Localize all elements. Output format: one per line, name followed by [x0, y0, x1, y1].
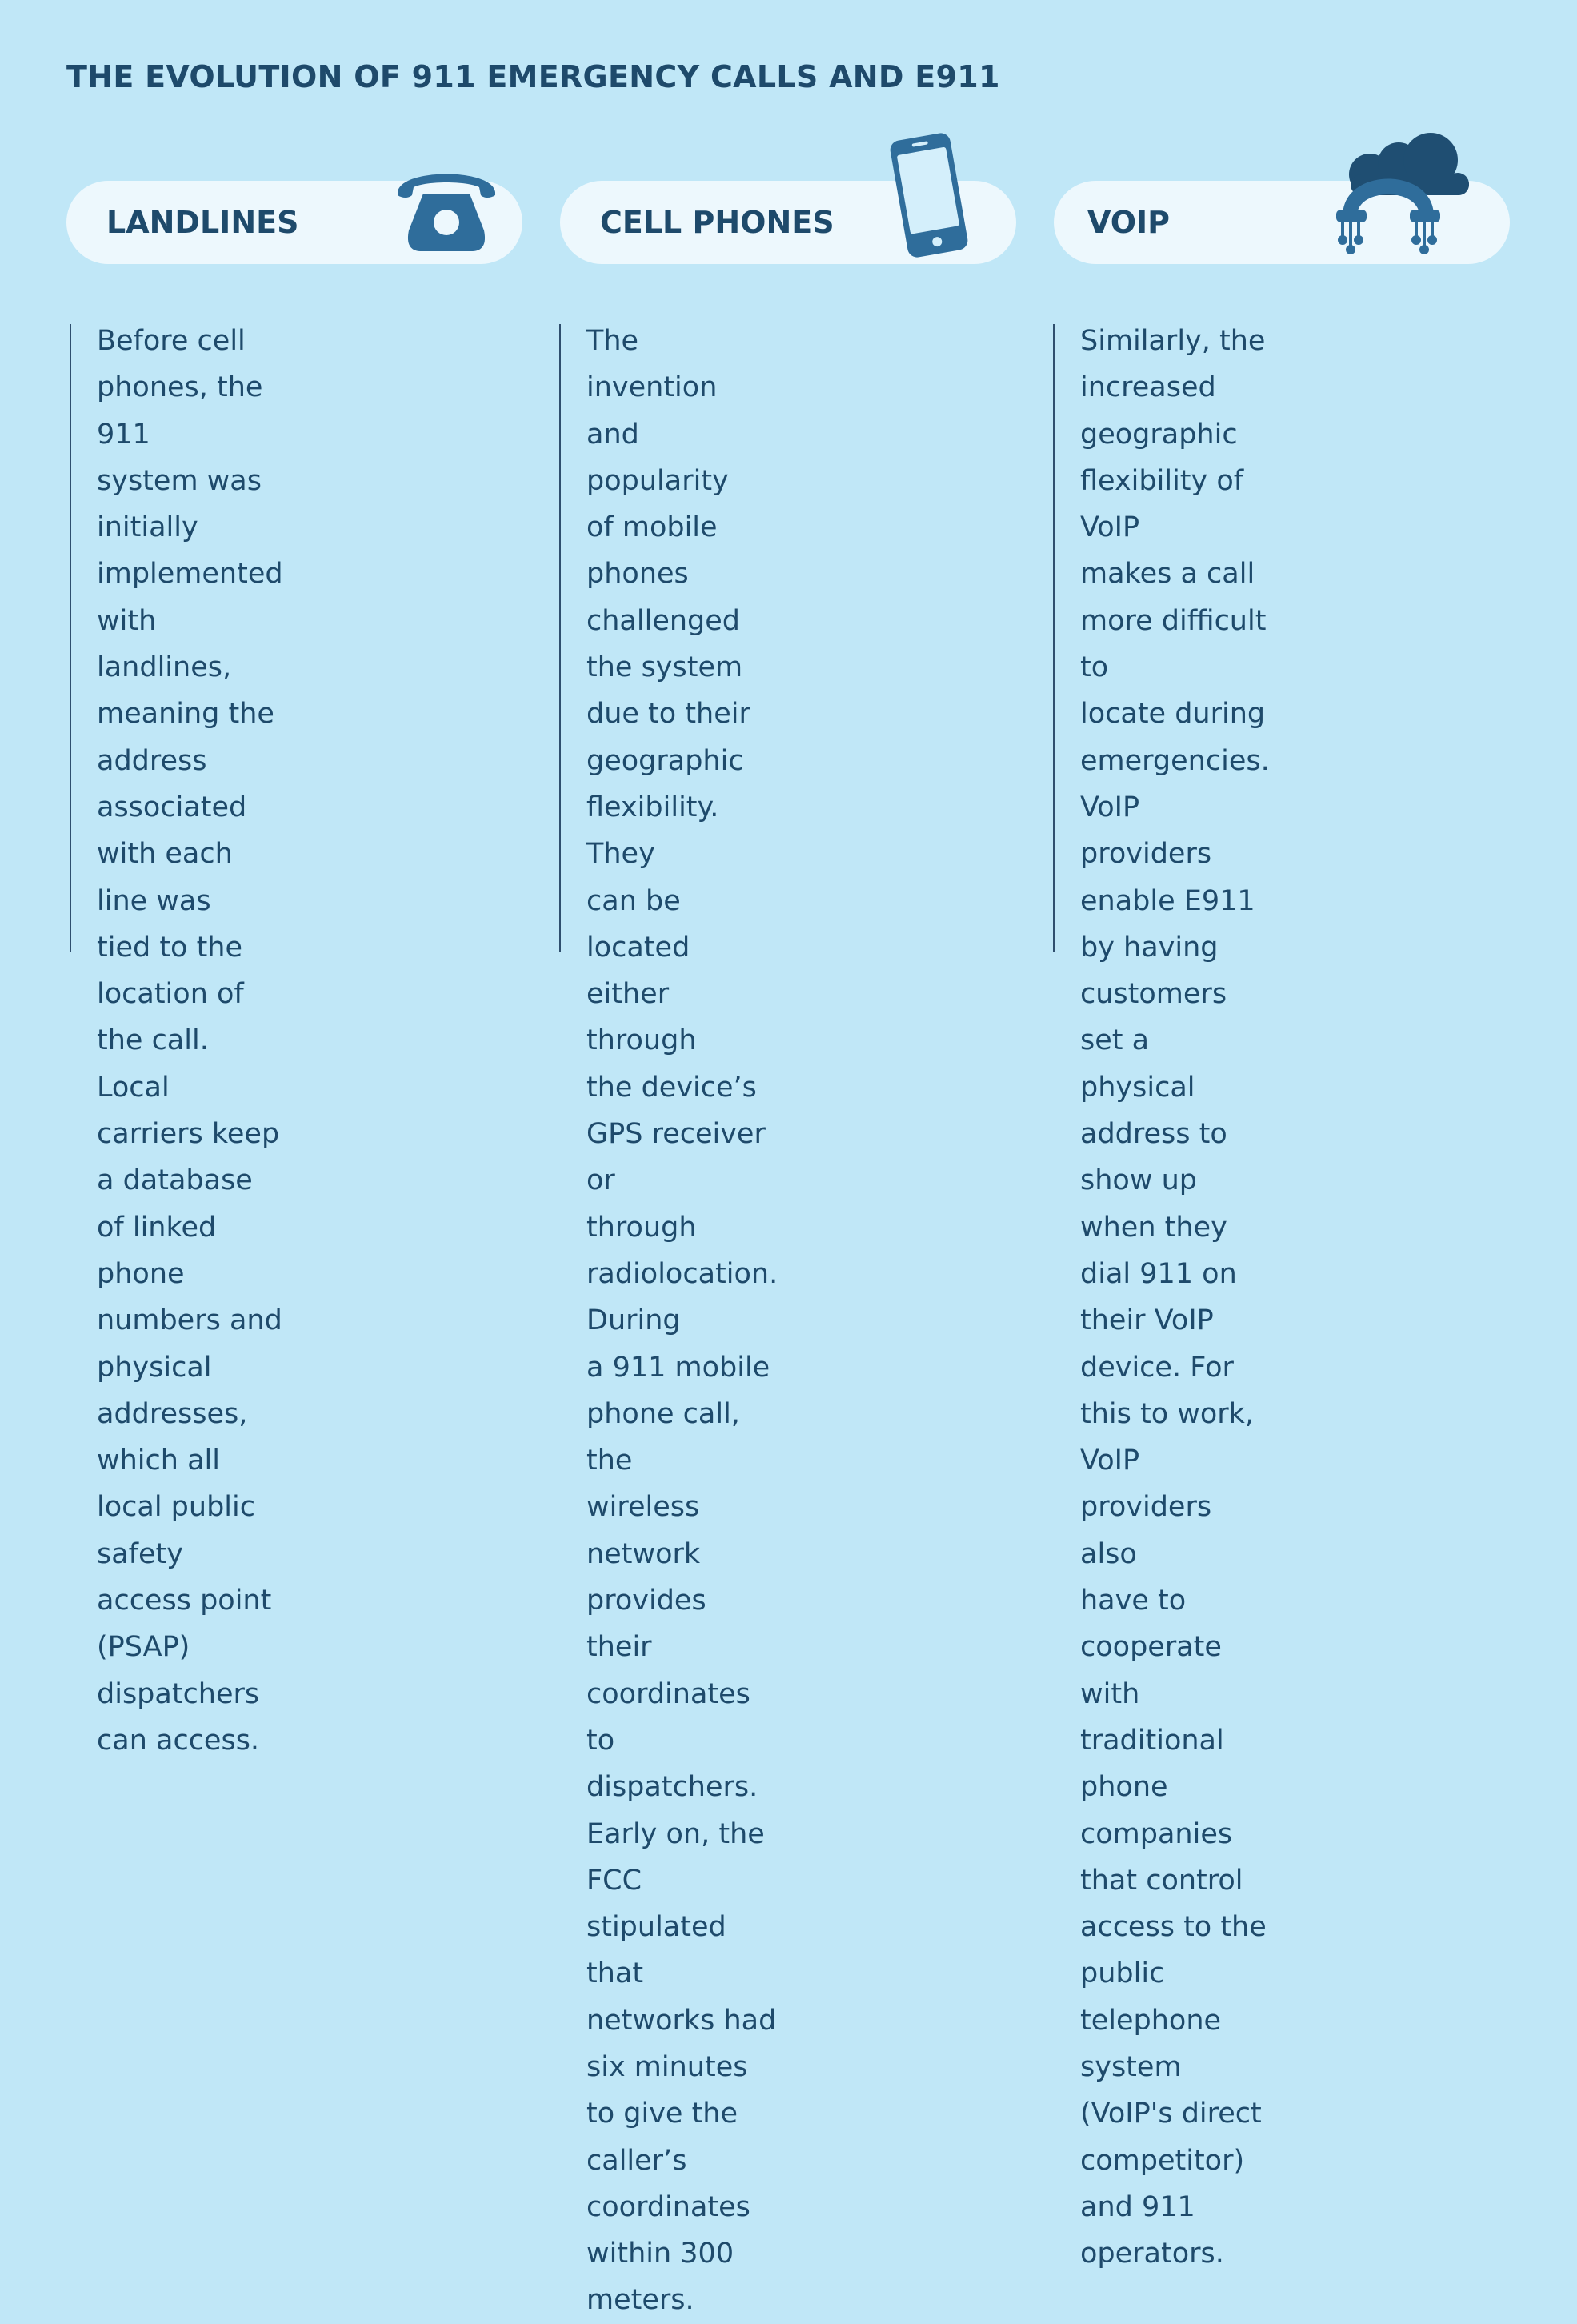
landlines-label: LANDLINES: [106, 205, 299, 240]
landlines-description: Before cell phones, the 911 system was initially implemented with landlines, meaning the address associated with each line was tied to the location of the call. Local carriers keep a database of linked phone numbers and physical addresses, which all local public safety access point (PSAP) dispatchers can access.: [97, 325, 283, 1757]
smartphone-icon: [884, 131, 974, 259]
cloud-phone-icon: [1336, 126, 1480, 256]
cell-phones-label: CELL PHONES: [600, 205, 835, 240]
cell-phones-description: The invention and popularity of mobile phones challenged the system due to their geographic flexibility. They can be located either through the device’s GPS receiver or through radiolocation. During a 911 mobile phone call, the wireless network provides their coordinates to dispatchers. Early on, the FCC stipulated that networks had six minutes to give the caller’s coordinates within 300 meters.: [586, 325, 778, 2317]
voip-label: VOIP: [1087, 205, 1171, 240]
landlines-column: [70, 324, 283, 1757]
cell-phones-column: [559, 324, 778, 2317]
page-title: THE EVOLUTION OF 911 EMERGENCY CALLS AND E911: [66, 59, 1000, 94]
voip-description: Similarly, the increased geographic flexibility of VoIP makes a call more difficult to locate during emergencies. VoIP providers enable E911 by having customers set a physical address to show up when they dial 911 on their VoIP device. For this to work, VoIP providers also have to cooperate with traditional phone companies that control access to the public telephone system (VoIP's direct competitor) and 911 operators.: [1080, 325, 1270, 2270]
voip-column: [1053, 324, 1270, 2270]
telephone-icon: [394, 163, 498, 253]
